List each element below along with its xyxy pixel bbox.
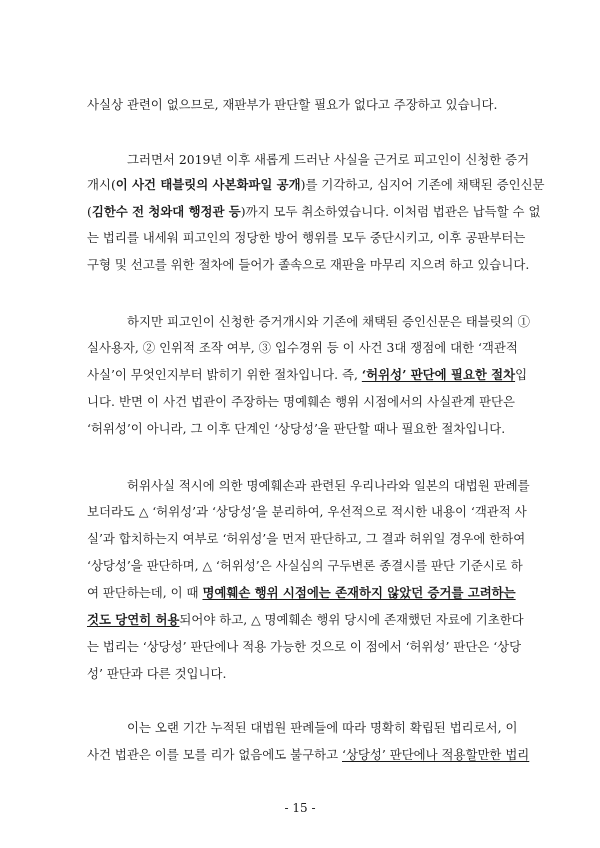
text-run: 그러면서 2019년 이후 새롭게 드러난 사실을 근거로 피고인이 신청한 증거 (127, 152, 530, 167)
text-run: 개시( (87, 177, 116, 192)
text-line (87, 339, 518, 357)
page-number: - 15 - (284, 801, 316, 815)
text-run: ‘상당성’을 판단하며, △ ‘허위성’은 사실심의 구두변론 종결시를 판단 기준시로 하 (87, 558, 523, 573)
text-line (87, 557, 523, 575)
text-line (87, 503, 527, 521)
text-run: 사실상 관련이 없으므로, 재판부가 판단할 필요가 없다고 주장하고 있습니다. (87, 97, 498, 112)
bold-text-run: 이 사건 태블릿의 사본화파일 공개 (115, 177, 301, 192)
text-run: 실’과 합치하는지 여부로 ‘허위성’을 먼저 판단하고, 그 결과 허위일 경우에 한하여 (87, 531, 526, 546)
text-run: 는 법리는 ‘상당성’ 판단에나 적용 가능한 것으로 이 점에서 ‘허위성’ 판단은 ‘상당 (87, 639, 522, 654)
text-line (87, 665, 515, 683)
text-line (87, 420, 515, 438)
text-line (87, 229, 526, 247)
text-run: )를 기각하고, 심지어 기존에 채택된 증인신문 (300, 177, 545, 192)
text-run: )까지 모두 취소하였습니다. 이처럼 법관은 납득할 수 없 (240, 204, 541, 219)
text-line (87, 96, 515, 114)
text-run: 구형 및 선고를 위한 절차에 들어가 졸속으로 재판을 마무리 지으려 하고 있습니다. (87, 257, 530, 272)
text-line (87, 176, 545, 194)
text-run: 하지만 피고인이 신청한 증거개시와 기존에 채택된 증인신문은 태블릿의 ① (127, 314, 530, 329)
text-run: 여 판단하는데, 이 때 (87, 585, 203, 600)
text-run: 성’ 판단과 다른 것입니다. (87, 666, 227, 681)
text-run: 이는 오랜 기간 누적된 대법원 판례들에 따라 명확히 확립된 법리로서, 이 (127, 720, 518, 735)
text-line (87, 638, 522, 656)
text-run: ‘허위성’이 아니라, 그 이후 단계인 ‘상당성’을 판단할 때나 필요한 절차입니다. (87, 421, 506, 436)
text-line (87, 393, 515, 411)
text-line (87, 366, 528, 384)
underlined-text-run: ‘상당성’ 판단에나 적용할만한 법리 (342, 747, 530, 762)
text-run: 허위사실 적시에 의한 명예훼손과 관련된 우리나라와 일본의 대법원 판례를 (127, 478, 530, 493)
text-line (87, 584, 515, 602)
text-line (127, 151, 530, 169)
text-run: 입 (515, 367, 528, 382)
text-run: 는 법리를 내세워 피고인의 정당한 방어 행위를 모두 중단시키고, 이후 공판부터는 (87, 230, 526, 245)
bold-underlined-text-run: ‘허위성’ 판단에 필요한 절차 (361, 367, 516, 382)
text-line (127, 313, 530, 331)
bold-text-run: 김한수 전 청와대 행정관 등 (91, 204, 241, 219)
text-line (127, 477, 530, 495)
text-run: ( (87, 204, 92, 219)
text-run: 사건 법관은 이를 모를 리가 없음에도 불구하고 (87, 747, 342, 762)
text-run: 보더라도 △ ‘허위성’과 ‘상당성’을 분리하여, 우선적으로 적시한 내용이 ‘객관적 사 (87, 504, 527, 519)
bold-underlined-text-run: 명예훼손 행위 시점에는 존재하지 않았던 증거를 고려하는 (202, 585, 516, 600)
text-line (87, 746, 530, 764)
text-line (87, 203, 541, 221)
text-line (87, 256, 530, 274)
text-line (87, 530, 526, 548)
text-run: 실사용자, ② 인위적 조작 여부, ③ 입수경위 등 이 사건 3대 쟁점에 대한 ‘객관적 (87, 340, 518, 355)
text-line (87, 611, 524, 629)
text-run: 되어야 하고, △ 명예훼손 행위 당시에 존재했던 자료에 기초한다 (179, 612, 524, 627)
bold-underlined-text-run: 것도 당연히 허용 (87, 612, 180, 627)
text-run: 니다. 반면 이 사건 법관이 주장하는 명예훼손 행위 시점에서의 사실관계 판단은 (87, 394, 515, 409)
text-run: 사실’이 무엇인지부터 밝히기 위한 절차입니다. 즉, (87, 367, 362, 382)
text-line (127, 719, 518, 737)
